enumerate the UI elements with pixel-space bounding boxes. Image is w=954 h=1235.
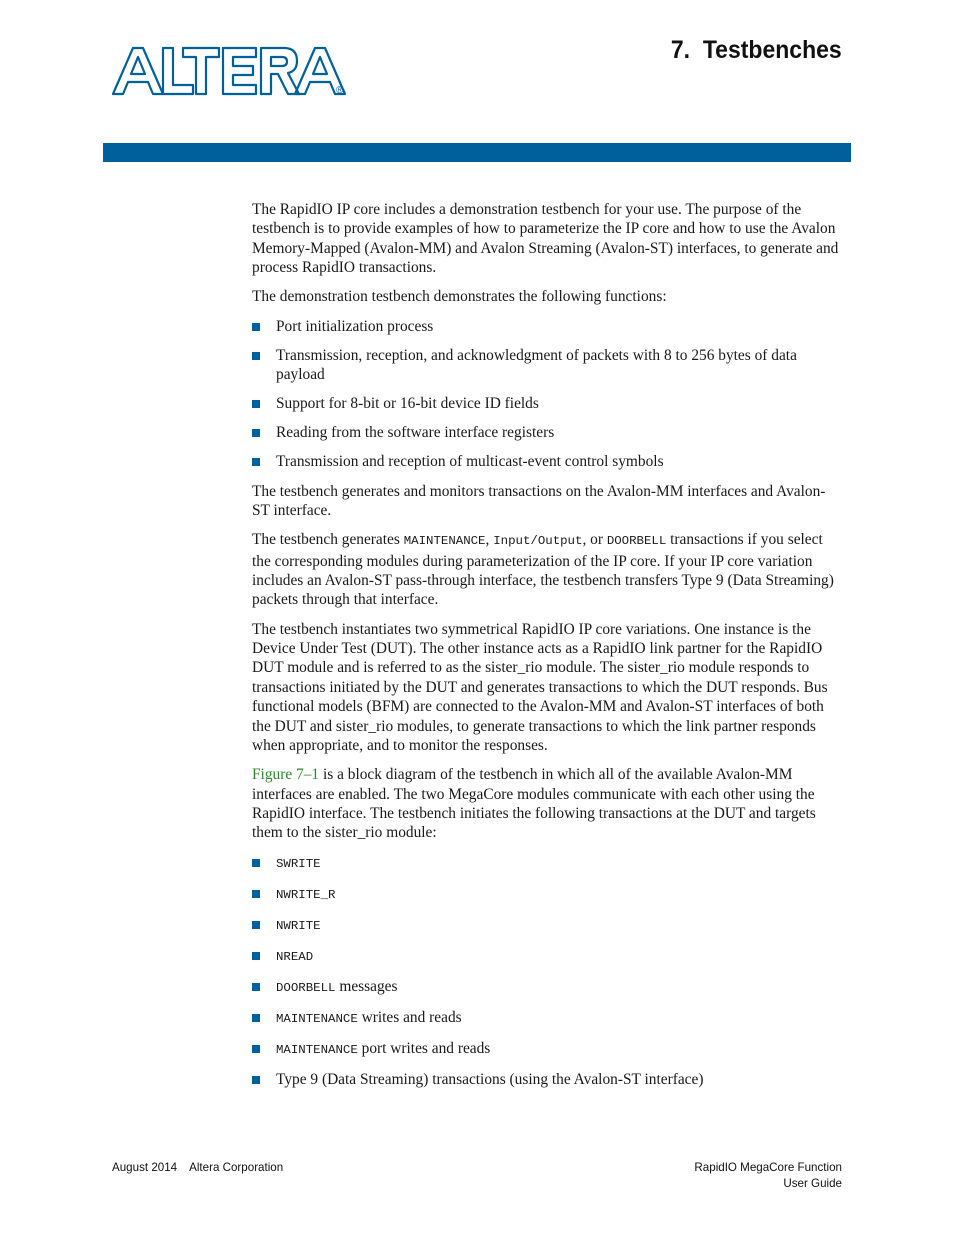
code-input-output: Input/Output <box>493 534 583 549</box>
footer-doc-title: RapidIO MegaCore Function <box>694 1161 842 1174</box>
bullet-icon <box>252 429 260 437</box>
bullet-icon <box>252 1076 260 1084</box>
list-item: MAINTENANCE port writes and reads <box>252 1039 842 1060</box>
bullet-icon <box>252 1045 260 1053</box>
main-content <box>252 200 842 1101</box>
list-item: SWRITE <box>252 853 842 874</box>
list-item: NWRITE_R <box>252 884 842 905</box>
bullet-icon <box>252 890 260 898</box>
bullet-icon <box>252 952 260 960</box>
functions-intro: The demonstration testbench demonstrates the following functions: <box>252 288 667 306</box>
list-item: NWRITE <box>252 915 842 936</box>
registered-mark: ® <box>336 85 344 96</box>
bullet-icon <box>252 983 260 991</box>
bullet-icon <box>252 921 260 929</box>
list-item: Support for 8-bit or 16-bit device ID fields <box>252 394 842 413</box>
footer-date: August 2014 <box>112 1161 178 1174</box>
list-item: Reading from the software interface registers <box>252 423 842 442</box>
chapter-title: 7. Testbenches <box>671 36 842 64</box>
list-item: MAINTENANCE writes and reads <box>252 1008 842 1029</box>
bullet-icon <box>252 323 260 331</box>
bullet-icon <box>252 400 260 408</box>
altera-logo-graphic <box>111 45 347 99</box>
altera-logo <box>111 45 347 99</box>
list-item: Transmission and reception of multicast-event control symbols <box>252 452 842 471</box>
instantiates-paragraph: The testbench instantiates two symmetrical RapidIO IP core variations. One instance is the Device Under Test (DUT). The other instance acts as a RapidIO link partner for the RapidIO DUT module and is referred to as the sister_rio module. The sister_rio module responds to transactions initiated by the DUT and generates transactions to which the DUT responds. Bus functional models (BFM) are connected to the Avalon-MM and Avalon-ST interfaces of both the DUT and sister_rio modules, to generate transactions to which the link partner responds when appropriate, and to monitor the responses. <box>252 620 828 754</box>
functions-list <box>252 317 842 472</box>
list-item: DOORBELL messages <box>252 977 842 998</box>
intro-paragraph: The RapidIO IP core includes a demonstration testbench for your use. The purpose of the testbench is to provide examples of how to parameterize the IP core and how to use the Avalon Memory-Mapped (Avalon-MM) and Avalon Streaming (Avalon-ST) interfaces, to generate and process RapidIO transactions. <box>252 201 839 277</box>
bullet-icon <box>252 352 260 360</box>
footer-doc-type: User Guide <box>783 1177 842 1190</box>
list-item: NREAD <box>252 946 842 967</box>
title-bar <box>103 143 851 162</box>
footer-right <box>694 1160 842 1192</box>
list-item: Port initialization process <box>252 317 842 336</box>
generates-paragraph: The testbench generates MAINTENANCE, Input/Output, or DOORBELL transactions if you select the corresponding modules during parameterization of the IP core. If your IP core variation includes an Avalon-ST pass-through interface, the testbench transfers Type 9 (Data Streaming) packets through that interface. <box>252 531 834 609</box>
list-item: Transmission, reception, and acknowledgment of packets with 8 to 256 bytes of data payload <box>252 346 842 385</box>
bullet-icon <box>252 1014 260 1022</box>
bullet-icon <box>252 859 260 867</box>
list-item: Type 9 (Data Streaming) transactions (using the Avalon-ST interface) <box>252 1070 842 1091</box>
figure-link[interactable]: Figure 7–1 <box>252 766 320 784</box>
code-doorbell: DOORBELL <box>606 534 667 549</box>
monitor-paragraph: The testbench generates and monitors transactions on the Avalon-MM interfaces and Avalon-ST interface. <box>252 482 826 519</box>
transactions-list <box>252 853 842 1092</box>
code-maintenance: MAINTENANCE <box>403 534 486 549</box>
figure-paragraph: Figure 7–1 is a block diagram of the testbench in which all of the available Avalon-MM interfaces are enabled. The two MegaCore modules communicate with each other using the RapidIO interface. The testbench initiates the following transactions at the DUT and targets them to the sister_rio module: <box>252 766 816 842</box>
footer-left <box>112 1160 283 1176</box>
footer-company: Altera Corporation <box>189 1161 284 1174</box>
bullet-icon <box>252 458 260 466</box>
